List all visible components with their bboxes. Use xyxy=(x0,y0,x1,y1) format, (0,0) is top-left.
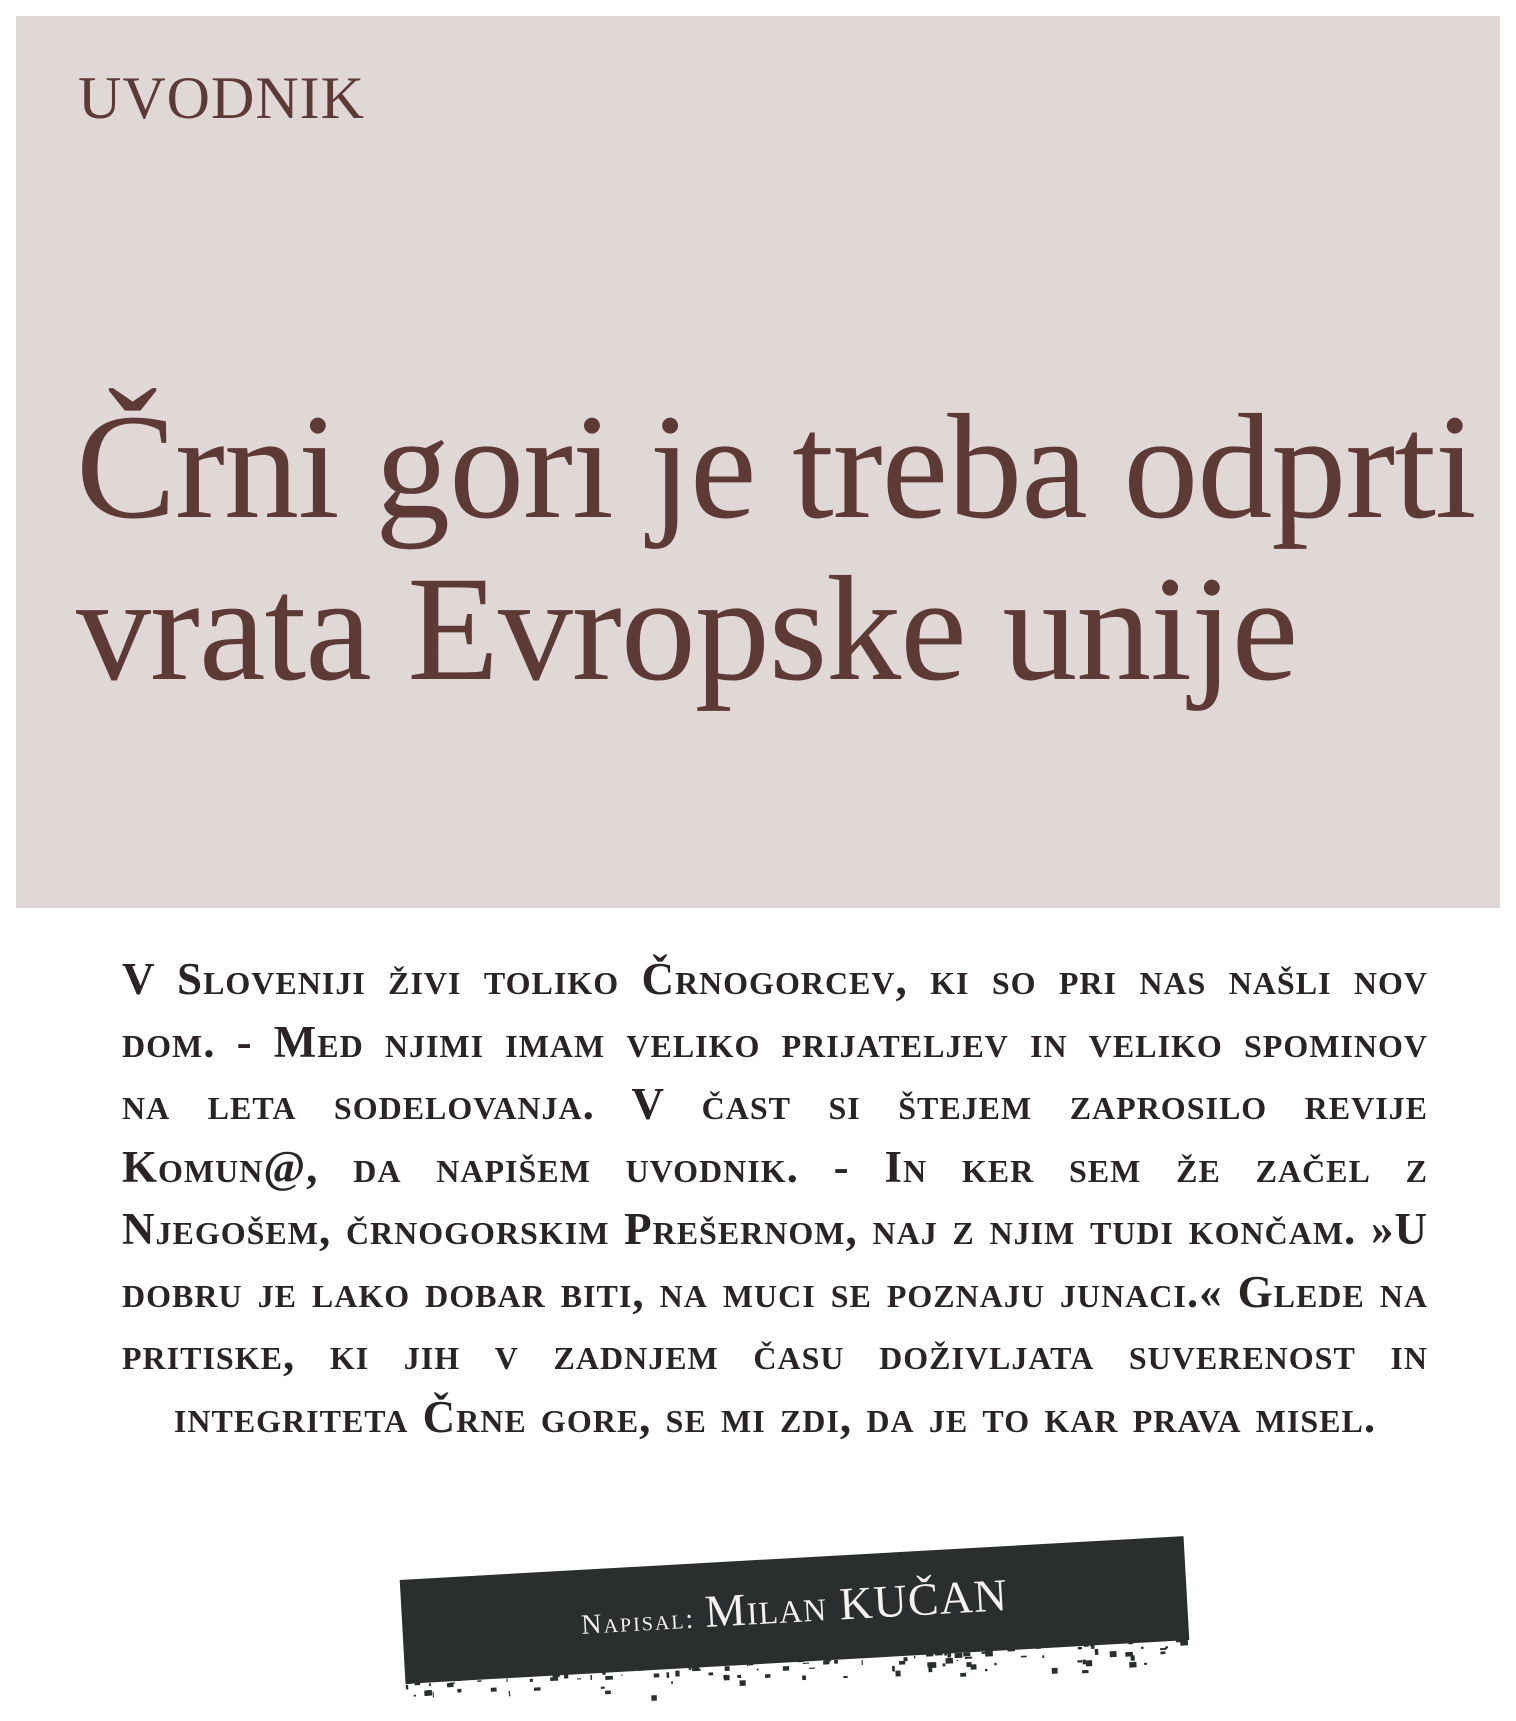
byline-author: Milan KUČAN xyxy=(703,1569,1010,1637)
header-panel xyxy=(16,16,1500,908)
byline-banner xyxy=(400,1536,1190,1684)
article-lead: V Sloveniji živi toliko Črnogorcev, ki so pri nas našli nov dom. - Med njimi imam veliko prijateljev in veliko spominov na leta sodelovanja. V čast si štejem zaprosilo revije Komun@, da napišem uvodnik. - In ker sem že začel z Njegošem, črnogorskim Prešernom, naj z njim tudi končam. »U dobru je lako dobar biti, na muci se poznaju junaci.« Glede na pritiske, ki jih v zadnjem času doživljata suverenost in integriteta Črne gore, se mi zdi, da je to kar prava misel. xyxy=(122,954,1428,1442)
byline-prefix: Napisal: xyxy=(580,1603,697,1641)
section-label: UVODNIK xyxy=(78,65,365,131)
article-title: Črni gori je treba odprti vrata Evropske unije xyxy=(76,384,1476,712)
